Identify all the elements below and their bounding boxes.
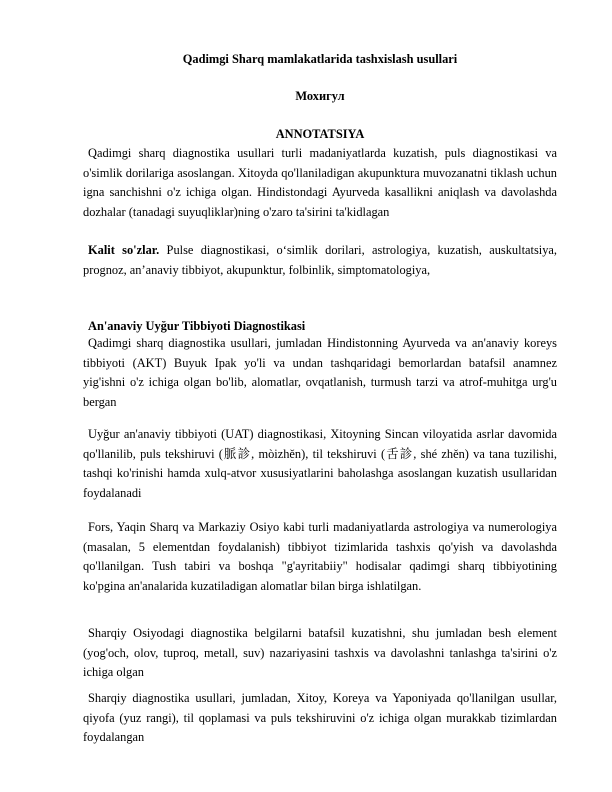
keywords-text: Pulse diagnostikasi, oʻsimlik dorilari, astrologiya, kuzatish, auskultatsiya, prognoz, anʼanaviy tibbiyot, akupunktur, folbinlik, simptomatologiya,	[83, 243, 558, 277]
body-paragraph-5: Sharqiy diagnostika usullari, jumladan, Xitoy, Koreya va Yaponiyada qo'llanilgan usullar, qiyofa (yuz rangi), til qoplamasi va puls tekshiruvini o'z ichiga olgan murakkab tizimlardan foydalangan	[83, 691, 557, 745]
author-name: Мохигул	[295, 89, 345, 103]
body-paragraph-4: Sharqiy Osiyodagi diagnostika belgilarni batafsil kuzatishni, shu jumladan besh element (yog'och, olov, tuproq, metall, suv) nazariyasini tashxis va davolashni tanlashga ta'sirini o'z ichiga olgan	[83, 626, 557, 680]
body-paragraph-3: Fors, Yaqin Sharq va Markaziy Osiyo kabi turli madaniyatlarda astrologiya va numerologiya (masalan, 5 elementdan foydalanish) tibbiyot tizimlarida tashxis qo'yish va davolashda qo'llanilgan. Tush tabiri va boshqa "g'ayritabiiy" hodisalar qadimgi sharq tibbiyotining ko'pgina an'analarida kuzatiladigan alomatlar bilan birga ishlatilgan.	[83, 520, 557, 593]
section-heading: An'anaviy Uyğur Tibbiyoti Diagnostikasi	[88, 319, 306, 333]
keywords-label: Kalit so'zlar.	[88, 243, 160, 257]
keywords-paragraph	[83, 241, 557, 280]
document-title: Qadimgi Sharq mamlakatlarida tashxislash usullari	[182, 52, 458, 66]
body-paragraph-1: Qadimgi sharq diagnostika usullari, jumladan Hindistonning Ayurveda va an'anaviy koreys tibbiyoti (AKT) Buyuk Ipak yo'li va undan tashqaridagi bemorlardan batafsil anamnez yig'ishni o'z ichiga olgan bo'lib, alomatlar, ovqatlanish, turmush tarzi va atrof-muhitga urg'u bergan	[83, 336, 557, 409]
annotation-paragraph	[83, 144, 557, 222]
annotation-heading: ANNOTATSIYA	[275, 127, 365, 141]
body-paragraph-2: Uyğur an'anaviy tibbiyoti (UAT) diagnostikasi, Xitoyning Sincan viloyatida asrlar davomida qo'llanilib, puls tekshiruvi (脈診, mòizhěn), til tekshiruvi (舌診, shé zhěn) va tana tuzilishi, tashqi ko'rinishi hamda xulq-atvor xususiyatlarini baholashga asoslangan kuzatish usullaridan foydalanadi	[83, 427, 557, 500]
annotation-text: Qadimgi sharq diagnostika usullari turli madaniyatlarda kuzatish, puls diagnostikasi va o'simlik dorilariga asoslangan. Xitoyda qo'llaniladigan akupunktura muvozanatni tiklash uchun igna sanchishni o'z ichiga olgan. Hindistondagi Ayurveda kasallikni aniqlash va davolashda dozhalar (tanadagi suyuqliklar)ning o'zaro ta'sirini ta'kidlagan	[83, 146, 557, 219]
